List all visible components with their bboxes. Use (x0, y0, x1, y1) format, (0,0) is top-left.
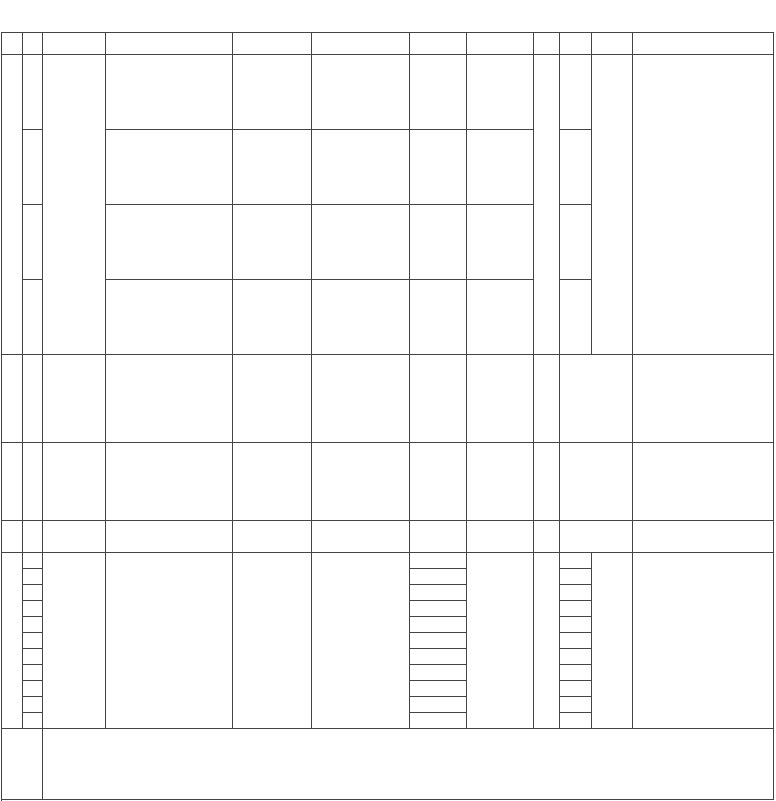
lease-years (534, 55, 560, 355)
water-power (467, 205, 534, 280)
owner-unit (43, 55, 106, 355)
footer-notes (43, 729, 774, 800)
ref-price (560, 521, 633, 553)
header-cell (233, 33, 312, 55)
ref-price (560, 55, 592, 130)
ref-price (560, 280, 592, 355)
asset-name (106, 280, 233, 355)
water-power (467, 355, 534, 443)
lease-years (534, 521, 560, 553)
area (410, 617, 467, 633)
sub-id (23, 681, 43, 697)
ref-price (560, 569, 592, 585)
water-power (467, 130, 534, 205)
asset-desc (312, 443, 410, 521)
auction-table (1, 32, 774, 801)
asset-name (106, 355, 233, 443)
ref-price (560, 553, 592, 569)
lease-years (534, 553, 560, 729)
header-cell (410, 33, 467, 55)
asset-name (106, 55, 233, 130)
area (410, 55, 467, 130)
asset-name (106, 521, 233, 553)
owner-unit (43, 355, 106, 443)
header-cell (106, 33, 233, 55)
sub-id (23, 713, 43, 729)
footer-note-line (46, 771, 770, 784)
asset-address (233, 280, 312, 355)
asset-name (106, 130, 233, 205)
area (410, 633, 467, 649)
ref-price (560, 130, 592, 205)
group-id (2, 55, 23, 355)
sub-id (23, 633, 43, 649)
asset-desc (312, 55, 410, 130)
area (410, 355, 467, 443)
owner-unit (43, 443, 106, 521)
asset-address (233, 205, 312, 280)
asset-desc (312, 205, 410, 280)
area (410, 280, 467, 355)
water-power (467, 443, 534, 521)
header-cell (467, 33, 534, 55)
group-id (2, 521, 23, 553)
footer-note-line (46, 732, 770, 745)
header-cell (23, 33, 43, 55)
owner-unit (43, 553, 106, 729)
lease-years (534, 443, 560, 521)
asset-desc (312, 280, 410, 355)
sub-id (23, 585, 43, 601)
asset-desc (312, 521, 410, 553)
ref-price (560, 713, 592, 729)
sub-id (23, 205, 43, 280)
water-power (467, 280, 534, 355)
sub-id (23, 521, 43, 553)
lease-years (534, 355, 560, 443)
ref-price (560, 697, 592, 713)
water-power (467, 553, 534, 729)
unit-label (660, 23, 770, 32)
notes (633, 55, 774, 355)
sub-id (23, 443, 43, 521)
asset-address (233, 130, 312, 205)
notes (633, 443, 774, 521)
ref-price (560, 633, 592, 649)
header-cell (312, 33, 410, 55)
footer-note-line (46, 745, 770, 758)
owner-unit (43, 521, 106, 553)
margin (592, 55, 633, 355)
sub-id (23, 617, 43, 633)
sub-id (23, 569, 43, 585)
asset-desc (312, 553, 410, 729)
sub-id (23, 553, 43, 569)
asset-desc (312, 130, 410, 205)
sub-id (23, 280, 43, 355)
ref-price (560, 617, 592, 633)
area (410, 601, 467, 617)
notes (633, 521, 774, 553)
area (410, 443, 467, 521)
area (410, 553, 467, 569)
ref-price (560, 665, 592, 681)
header-cell (2, 33, 23, 55)
footer-note-line (46, 758, 770, 771)
sub-id (23, 130, 43, 205)
area (410, 130, 467, 205)
header-cell (534, 33, 560, 55)
ref-price (560, 601, 592, 617)
sub-id (23, 355, 43, 443)
area (410, 521, 467, 553)
asset-address (233, 55, 312, 130)
header-cell (560, 33, 592, 55)
asset-name (106, 443, 233, 521)
margin (592, 553, 633, 729)
header-cell (592, 33, 633, 55)
area (410, 665, 467, 681)
ref-price (560, 443, 633, 521)
asset-name (106, 553, 233, 729)
ref-price (560, 355, 633, 443)
header-cell (633, 33, 774, 55)
asset-desc (312, 355, 410, 443)
group-id (2, 443, 23, 521)
asset-address (233, 443, 312, 521)
asset-address (233, 355, 312, 443)
notes (633, 553, 774, 729)
ref-price (560, 205, 592, 280)
area (410, 681, 467, 697)
notes (633, 355, 774, 443)
asset-name (106, 205, 233, 280)
area (410, 569, 467, 585)
sub-id (23, 55, 43, 130)
footer-notes-lines (46, 732, 770, 797)
footer-note-line (46, 784, 770, 797)
area (410, 205, 467, 280)
sub-id (23, 665, 43, 681)
asset-address (233, 553, 312, 729)
area (410, 649, 467, 665)
page-subtitle (300, 23, 500, 32)
group-id (2, 553, 23, 729)
ref-price (560, 649, 592, 665)
header-cell (43, 33, 106, 55)
sub-id (23, 697, 43, 713)
area (410, 713, 467, 729)
ref-price (560, 681, 592, 697)
area (410, 697, 467, 713)
ref-price (560, 585, 592, 601)
area (410, 585, 467, 601)
group-id (2, 355, 23, 443)
water-power (467, 55, 534, 130)
water-power (467, 521, 534, 553)
asset-address (233, 521, 312, 553)
page-title (0, 4, 776, 22)
footer-label (2, 729, 43, 800)
sub-id (23, 649, 43, 665)
sub-id (23, 601, 43, 617)
